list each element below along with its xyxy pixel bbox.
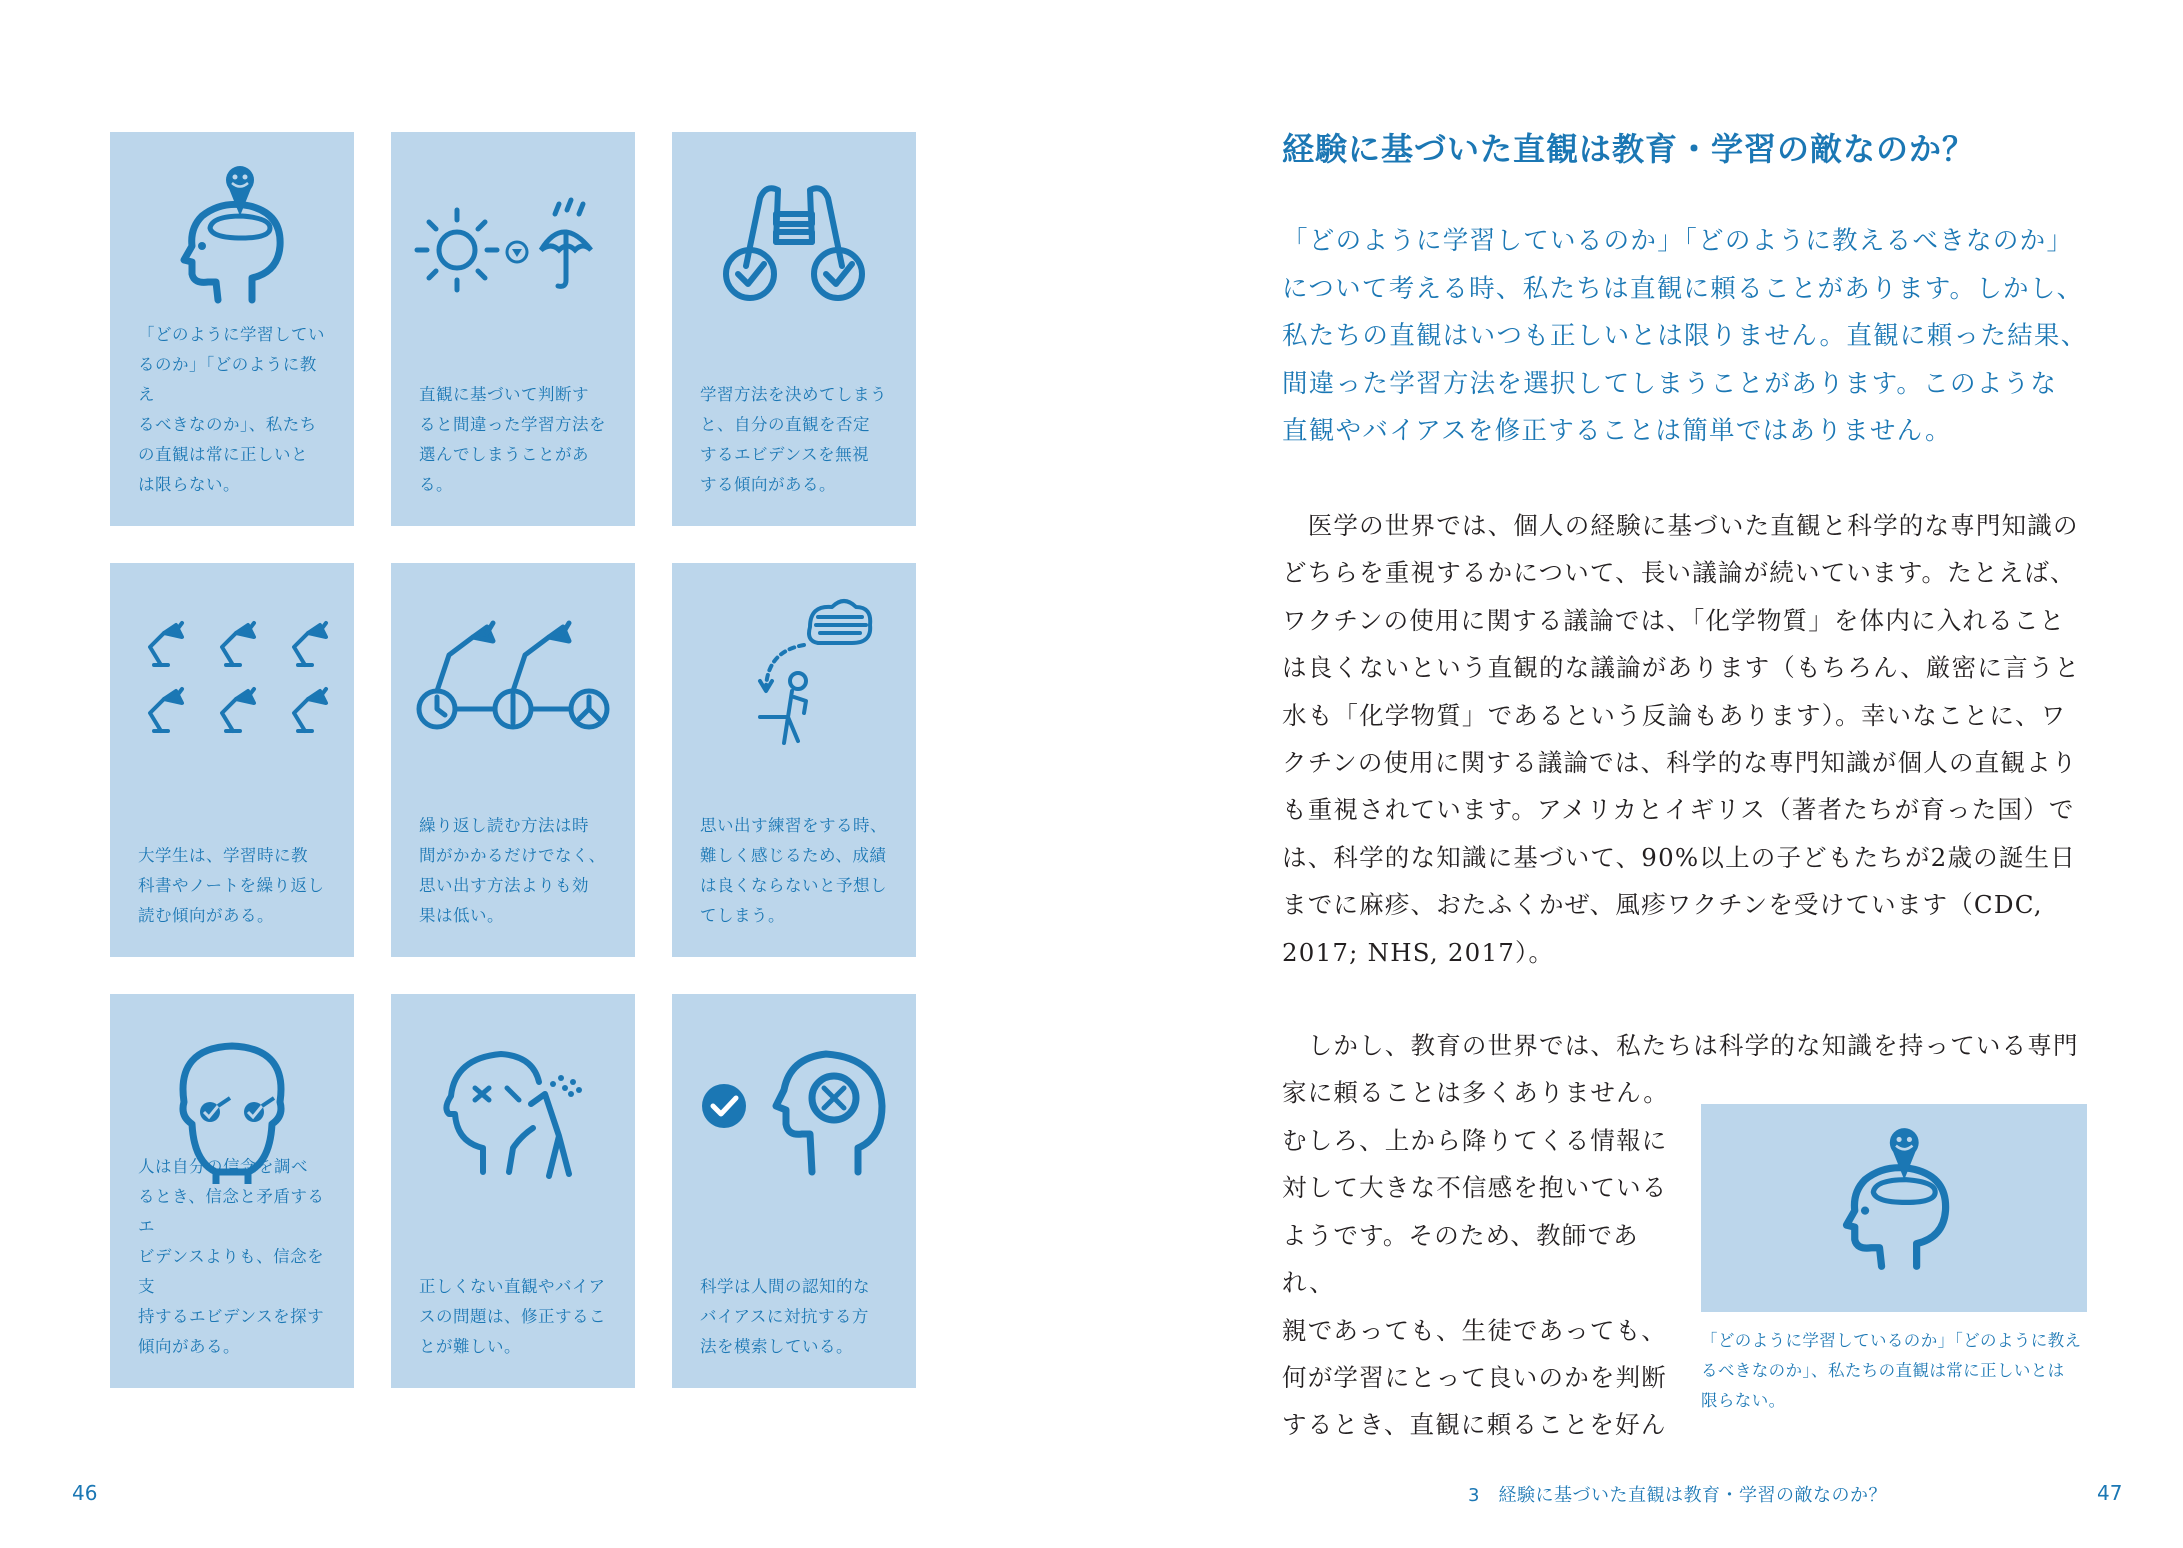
check-and-cross-head-icon (694, 1024, 894, 1184)
card-caption: 直観に基づいて判断す ると間違った学習方法を 選んでしまうことがある。 (419, 385, 606, 494)
page-number-right: 47 (2097, 1481, 2123, 1505)
card-caption: 科学は人間の認知的な バイアスに対抗する方 法を模索している。 (700, 1277, 870, 1356)
card-caption: 学習方法を決めてしまう と、自分の直観を否定 するエビデンスを無視 する傾向がある。 (700, 385, 887, 494)
figure-panel (1701, 1104, 2087, 1312)
card-belief (110, 994, 354, 1388)
head-sprayed-icon (413, 1024, 613, 1184)
card-caption: 人は自分の信念を調べ るとき、信念と矛盾するエ ビデンスよりも、信念を支 持するエビデンスを探す 傾向がある。 (138, 1157, 325, 1356)
card-caption: 正しくない直観やバイア スの問題は、修正するこ とが難しい。 (419, 1277, 606, 1356)
card-confirmation (672, 132, 916, 526)
head-with-pin-icon (132, 162, 332, 322)
card-caption: 思い出す練習をする時、 難しく感じるため、成績 は良くならないと予想し てしまう。 (700, 816, 887, 925)
body-paragraph-1: 医学の世界では、個人の経験に基づいた直観と科学的な専門知識の どちらを重視するかについて、長い議論が続いています。たとえば、 ワクチンの使用に関する議論では、「化学物質」を体内に入れること は良くないという直観的な議論があります（もちろん、厳密に言うと 水も「化学物質」であるという反論もあります）。幸いなことに、ワ クチンの使用に関する議論では、科学的な専門知識が個人の直観より も重視されています。アメリカとイギリス（著者たちが育った国）で は、科学的な知識に基づいて、90%以上の子どもたちが2歳の誕生日 までに麻疹、おたふくかぜ、風疹ワクチンを受けています（CDC, 2017; NHS, 2017）。 (1282, 511, 2081, 967)
body-paragraph-3: むしろ、上から降りてくる情報に 対して大きな不信感を抱いている ようです。そのため、教師であれ、 親であっても、生徒であっても、 何が学習にとって良いのかを判断 するとき、直観に頼ることを好ん (1282, 1126, 1668, 1440)
card-rereading (110, 563, 354, 957)
card-judgement (391, 132, 635, 526)
card-caption: 繰り返し読む方法は時 間がかかるだけでなく、 思い出す方法よりも効 果は低い。 (419, 816, 606, 925)
card-caption: 大学生は、学習時に教 科書やノートを繰り返し 読む傾向がある。 (138, 846, 325, 925)
body-paragraph-2: しかし、教育の世界では、私たちは科学的な知識を持っている専門 家に頼ることは多くありません。 (1282, 1031, 2079, 1108)
thinking-student-icon (694, 593, 894, 753)
card-caption: 「どのように学習してい るのか」「どのように教え るべきなのか」、私たち の直観は常に正しいと は限らない。 (138, 325, 325, 494)
head-with-pin-icon (1831, 1124, 1961, 1289)
card-time-cost (391, 563, 635, 957)
card-intuition (110, 132, 354, 526)
section-title: 経験に基づいた直観は教育・学習の敵なのか？ (1282, 130, 1976, 168)
illustration-grid (110, 132, 916, 1388)
binoculars-icon (694, 162, 894, 322)
desk-lamps-icon (132, 593, 332, 753)
sun-and-umbrella-icon (413, 162, 613, 322)
lamps-and-clocks-icon (413, 593, 613, 753)
intro-text: 「どのように学習しているのか」「どのように教えるべきなのか」 について考える時、私たちは直観に頼ることがあります。しかし、 私たちの直観はいつも正しいとは限りません。直観に頼った結果、 間違った学習方法を選択してしまうことがあります。このような 直観やバイアスを修正することは簡単ではありません。 (1282, 226, 2088, 446)
card-science (672, 994, 916, 1388)
card-retrieval (672, 563, 916, 957)
running-head: 3 経験に基づいた直観は教育・学習の敵なのか？ (1468, 1485, 1887, 1506)
page-number-left: 46 (72, 1481, 98, 1505)
card-correction (391, 994, 635, 1388)
figure-caption: 「どのように学習しているのか」「どのように教え るべきなのか」、私たちの直観は常に正しいとは 限らない。 (1701, 1331, 2082, 1410)
